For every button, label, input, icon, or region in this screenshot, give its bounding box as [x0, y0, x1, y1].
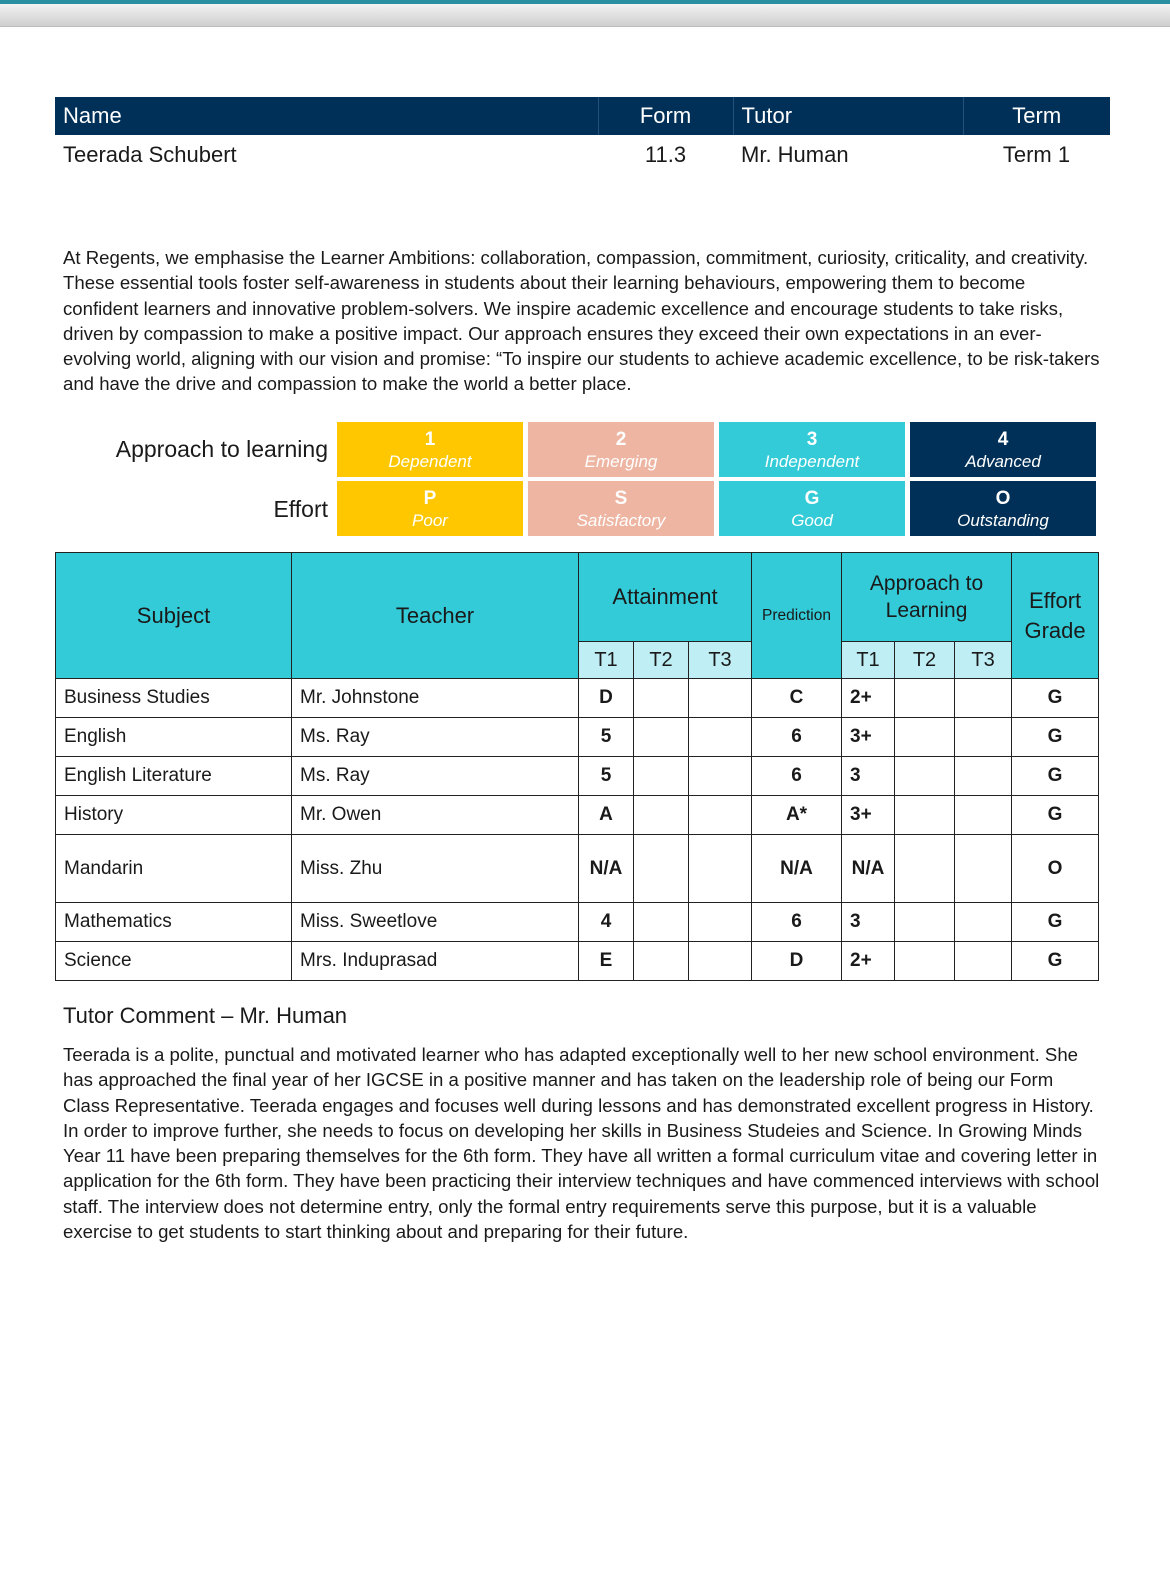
subject-cell: Business Studies	[56, 679, 292, 718]
legend-approach-1: 1 Dependent	[337, 422, 523, 477]
effort-cell: G	[1012, 757, 1099, 796]
teacher-cell: Mr. Owen	[292, 796, 579, 835]
attainment-t2-cell	[634, 757, 689, 796]
attainment-t3-cell	[689, 903, 752, 942]
table-row	[56, 835, 1099, 903]
approach-t1-header: T1	[842, 642, 895, 679]
attainment-t3-cell	[689, 942, 752, 981]
form-header: Form	[598, 97, 733, 135]
approach-t3-cell	[955, 679, 1012, 718]
effort-cell: G	[1012, 796, 1099, 835]
approach-t3-cell	[955, 942, 1012, 981]
prediction-cell: 6	[752, 757, 842, 796]
table-row	[56, 903, 1099, 942]
attainment-t1-cell: D	[579, 679, 634, 718]
subject-header: Subject	[56, 553, 292, 679]
subject-cell: Mandarin	[56, 835, 292, 903]
legend-effort-o: O Outstanding	[910, 481, 1096, 536]
subject-cell: English Literature	[56, 757, 292, 796]
attainment-t1-cell: A	[579, 796, 634, 835]
prediction-cell: 6	[752, 903, 842, 942]
approach-t3-cell	[955, 796, 1012, 835]
prediction-cell: C	[752, 679, 842, 718]
tutor-comment-title: Tutor Comment – Mr. Human	[63, 1003, 348, 1028]
approach-t2-cell	[895, 757, 955, 796]
attainment-t2-header: T2	[634, 642, 689, 679]
approach-t2-cell	[895, 835, 955, 903]
attainment-t1-header: T1	[579, 642, 634, 679]
grades-table	[55, 552, 1099, 981]
approach-t1-cell: 3	[842, 757, 895, 796]
attainment-t3-cell	[689, 835, 752, 903]
attainment-t1-cell: E	[579, 942, 634, 981]
attainment-header: Attainment	[579, 553, 752, 642]
approach-t2-cell	[895, 903, 955, 942]
approach-t3-cell	[955, 718, 1012, 757]
approach-t1-cell: 3+	[842, 718, 895, 757]
effort-header: Effort Grade	[1012, 553, 1099, 679]
viewer-toolbar	[0, 4, 1170, 27]
attainment-t2-cell	[634, 903, 689, 942]
attainment-t1-cell: 4	[579, 903, 634, 942]
effort-legend-label: Effort	[273, 496, 328, 522]
teacher-cell: Ms. Ray	[292, 757, 579, 796]
table-row	[56, 718, 1099, 757]
attainment-t2-cell	[634, 679, 689, 718]
approach-header: Approach to Learning	[842, 553, 1012, 642]
subject-cell: Mathematics	[56, 903, 292, 942]
student-info-table	[55, 97, 1110, 175]
teacher-cell: Mr. Johnstone	[292, 679, 579, 718]
approach-t1-cell: N/A	[842, 835, 895, 903]
approach-t3-header: T3	[955, 642, 1012, 679]
legend-effort-g: G Good	[719, 481, 905, 536]
attainment-t1-cell: 5	[579, 757, 634, 796]
approach-legend-label: Approach to learning	[115, 436, 328, 462]
teacher-cell: Ms. Ray	[292, 718, 579, 757]
prediction-cell: D	[752, 942, 842, 981]
term-value: Term 1	[1002, 142, 1071, 167]
grade-rows	[56, 679, 1099, 981]
form-value: 11.3	[644, 142, 687, 167]
attainment-t1-cell: N/A	[579, 835, 634, 903]
attainment-t3-cell	[689, 757, 752, 796]
prediction-cell: N/A	[752, 835, 842, 903]
table-row	[56, 757, 1099, 796]
attainment-t2-cell	[634, 796, 689, 835]
table-row	[56, 796, 1099, 835]
approach-t2-cell	[895, 942, 955, 981]
legend-effort-p: P Poor	[337, 481, 523, 536]
effort-cell: G	[1012, 679, 1099, 718]
effort-cell: G	[1012, 942, 1099, 981]
name-header: Name	[55, 97, 598, 135]
legend-approach-4: 4 Advanced	[910, 422, 1096, 477]
legend-approach-3: 3 Independent	[719, 422, 905, 477]
attainment-t2-cell	[634, 835, 689, 903]
approach-t1-cell: 2+	[842, 942, 895, 981]
teacher-cell: Miss. Sweetlove	[292, 903, 579, 942]
student-name: Teerada Schubert	[63, 142, 237, 167]
approach-t2-header: T2	[895, 642, 955, 679]
attainment-t3-cell	[689, 679, 752, 718]
subject-cell: English	[56, 718, 292, 757]
attainment-t3-cell	[689, 718, 752, 757]
effort-cell: G	[1012, 903, 1099, 942]
prediction-header: Prediction	[752, 553, 842, 679]
approach-t3-cell	[955, 835, 1012, 903]
approach-t1-cell: 3	[842, 903, 895, 942]
teacher-header: Teacher	[292, 553, 579, 679]
approach-t1-cell: 2+	[842, 679, 895, 718]
tutor-comment-body: Teerada is a polite, punctual and motivated learner who has adapted exceptionally well to her new school environment. She has approached the final year of her IGCSE in a positive manner and has taken on the leadership role of being our Form Class Representative. Teerada engages and focuses well during lessons and has demonstrated excellent progress in History. In order to improve further, she needs to focus on developing her skills in Business Studeies and Science. In Growing Minds Year 11 have been preparing themselves for the 6th form. They have all written a formal curriculum vitae and covering letter in application for the 6th form. They have been practicing their interview techniques and have commenced interviews with school staff. The interview does not determine entry, only the formal entry requirements serve this purpose, but it is a valuable exercise to get students to start thinking about and preparing for their future.	[63, 1044, 1100, 1243]
teacher-cell: Miss. Zhu	[292, 835, 579, 903]
attainment-t2-cell	[634, 718, 689, 757]
approach-t2-cell	[895, 718, 955, 757]
tutor-value: Mr. Human	[741, 142, 849, 167]
prediction-cell: A*	[752, 796, 842, 835]
table-row	[56, 679, 1099, 718]
intro-paragraph: At Regents, we emphasise the Learner Ambitions: collaboration, compassion, commitment, curiosity, criticality, and creativity. These essential tools foster self-awareness in students about their learning behaviours, empowering them to become confident learners and innovative problem-solvers. We inspire academic excellence and encourage students to take risks, driven by compassion to make a positive impact. Our approach ensures they exceed their own expectations in an ever-evolving world, aligning with our vision and promise: “To inspire our students to achieve academic excellence, to be risk-takers and have the drive and compassion to make the world a better place.	[63, 247, 1100, 395]
effort-cell: G	[1012, 718, 1099, 757]
legend-effort-s: S Satisfactory	[528, 481, 714, 536]
approach-t3-cell	[955, 903, 1012, 942]
subject-cell: Science	[56, 942, 292, 981]
teacher-cell: Mrs. Induprasad	[292, 942, 579, 981]
term-header: Term	[963, 97, 1110, 135]
attainment-t3-header: T3	[689, 642, 752, 679]
attainment-t2-cell	[634, 942, 689, 981]
effort-cell: O	[1012, 835, 1099, 903]
subject-cell: History	[56, 796, 292, 835]
table-row	[56, 942, 1099, 981]
legend-approach-2: 2 Emerging	[528, 422, 714, 477]
attainment-t1-cell: 5	[579, 718, 634, 757]
approach-t1-cell: 3+	[842, 796, 895, 835]
tutor-header: Tutor	[733, 97, 963, 135]
approach-t2-cell	[895, 679, 955, 718]
approach-t2-cell	[895, 796, 955, 835]
attainment-t3-cell	[689, 796, 752, 835]
approach-t3-cell	[955, 757, 1012, 796]
prediction-cell: 6	[752, 718, 842, 757]
